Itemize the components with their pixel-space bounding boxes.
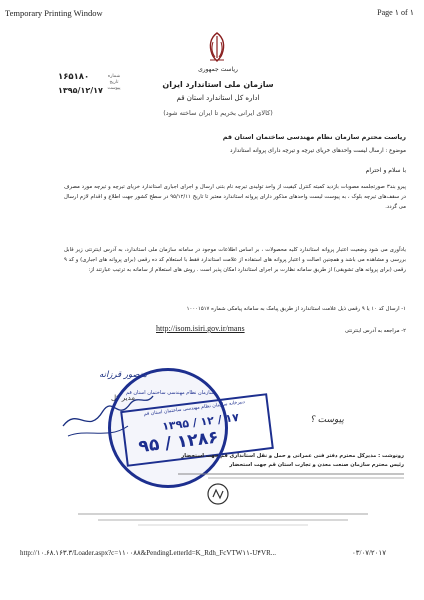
inquiry-method-2: ۲- مراجعه به آدرس اینترنتی bbox=[344, 328, 406, 334]
letterhead-footer-lines bbox=[78, 510, 368, 526]
letter-paragraph-2: یادآوری می شود وضعیت اعتبار پروانه استاندارد کلیه محصولات ، بر اساس اطلاعات موجود در سامانه سازمان ملی استاندارد، به آدرس اینترنتی زیر قابل بررسی و مشاهده می باشد و همچنین اصالت و اعتبار پروانه های استفاده از علامت استاندارد فقط با استعلام کد ده رقمی (برای پروانه های اجباری) و کد ۹ رقمی (برای پروانه های تشویقی) از طریق سامانه نظارت بر اجرای استاندارد امکان پذیر است . روش های استعلام از سامانه به ترتیب عبارتند از: bbox=[64, 247, 406, 273]
receipt-stamp-header: دبیرخانه سازمان نظام مهندسی ساختمان استان قم bbox=[143, 399, 246, 418]
window-title: Temporary Printing Window bbox=[5, 8, 103, 18]
letter-number: ۱۶۵۱۸۰ bbox=[58, 72, 90, 82]
letter-salutation: با سلام و احترام bbox=[365, 167, 406, 174]
letter-addressee: ریاست محترم سازمان نظام مهندسی ساختمان استان قم bbox=[222, 133, 406, 141]
letter-paragraph-1: پیرو بند۳ صورتجلسه مصوبات بازدید کمیته کنترل کیفیت از واحد تولیدی تیرچه نام بتنی ارسال و اجرای اجباری استاندارد خریای تیرچه و تیرچه مورد مصرف در سقف‌های تیرچه بلوک ، به پیوست لیست واحدهای مذکور دارای پروانه استاندارد معتبر تا تاریخ ۹۵/۱۲/۱۱ در سطح کشور جهت اطلاع و اقدام لازم ارسال می گردد. bbox=[64, 184, 406, 210]
iran-emblem-icon bbox=[200, 30, 234, 64]
inquiry-link[interactable]: http://isom.isiri.gov.ir/mans bbox=[156, 324, 245, 333]
letter-slogan: (کالای ایرانی بخریم تا ایران ساخته شود) bbox=[163, 109, 273, 117]
letter-subject: موضوع : ارسال لیست واحدهای خریای تیرچه و تیرچه دارای پروانه استاندارد bbox=[229, 148, 406, 154]
receipt-stamp-date: ۱۳۹۵ / ۱۲ / ۱۷ bbox=[161, 410, 240, 434]
page-counter: Page ١ of ١ bbox=[377, 8, 414, 17]
cc-small-print-lines bbox=[148, 471, 404, 481]
handwritten-note: پیوست ؟ bbox=[310, 415, 344, 425]
institution-line-2: سازمان ملی استاندارد ایران bbox=[162, 80, 274, 89]
page-url-footer: http://١٠.۶٨.١۶٣.٣/Loader.aspx?c=١١٠٠٨٨&PendingLetterId=K_Rdh_FcVTW١١-U۴VR... bbox=[20, 549, 276, 557]
letter-meta-labels: شماره تاریخ پیوست bbox=[107, 74, 121, 91]
institution-line-1: ریاست جمهوری bbox=[198, 66, 238, 73]
receipt-stamp-number: ۹۵ / ۱۲۸۶ bbox=[137, 427, 220, 458]
footer-date: ٠٣/٠٧/٢٠١٧ bbox=[352, 549, 386, 557]
letter-date: ۱۳۹۵/۱۲/۱۷ bbox=[58, 86, 103, 95]
cc-recipient-2: رئیس محترم سازمان صنعت معدن و تجارت استان قم جهت استحضار bbox=[229, 462, 404, 468]
official-letter bbox=[38, 20, 406, 550]
inquiry-method-1: ۱- ارسال کد ۱۰ یا ۹ رقمی ذیل علامت استاندارد از طریق پیامک به سامانه پیامکی شماره ۱۰۰۰۱۵۱۷ bbox=[186, 306, 406, 312]
institution-line-3: اداره کل استاندارد استان قم bbox=[176, 94, 260, 102]
cc-recipient-1: رونوشت : مدیرکل محترم دفتر فنی عمرانی و حمل و نقل استانداری قم جهت استحضار bbox=[181, 453, 404, 459]
signer-title: مدیر کل bbox=[110, 394, 136, 402]
signer-name: منصور قرزانه bbox=[99, 370, 147, 380]
round-stamp-text: سازمان نظام مهندسی ساختمان استان قم bbox=[126, 390, 214, 396]
standard-logo-icon bbox=[206, 482, 230, 506]
print-window-header bbox=[0, 0, 424, 22]
